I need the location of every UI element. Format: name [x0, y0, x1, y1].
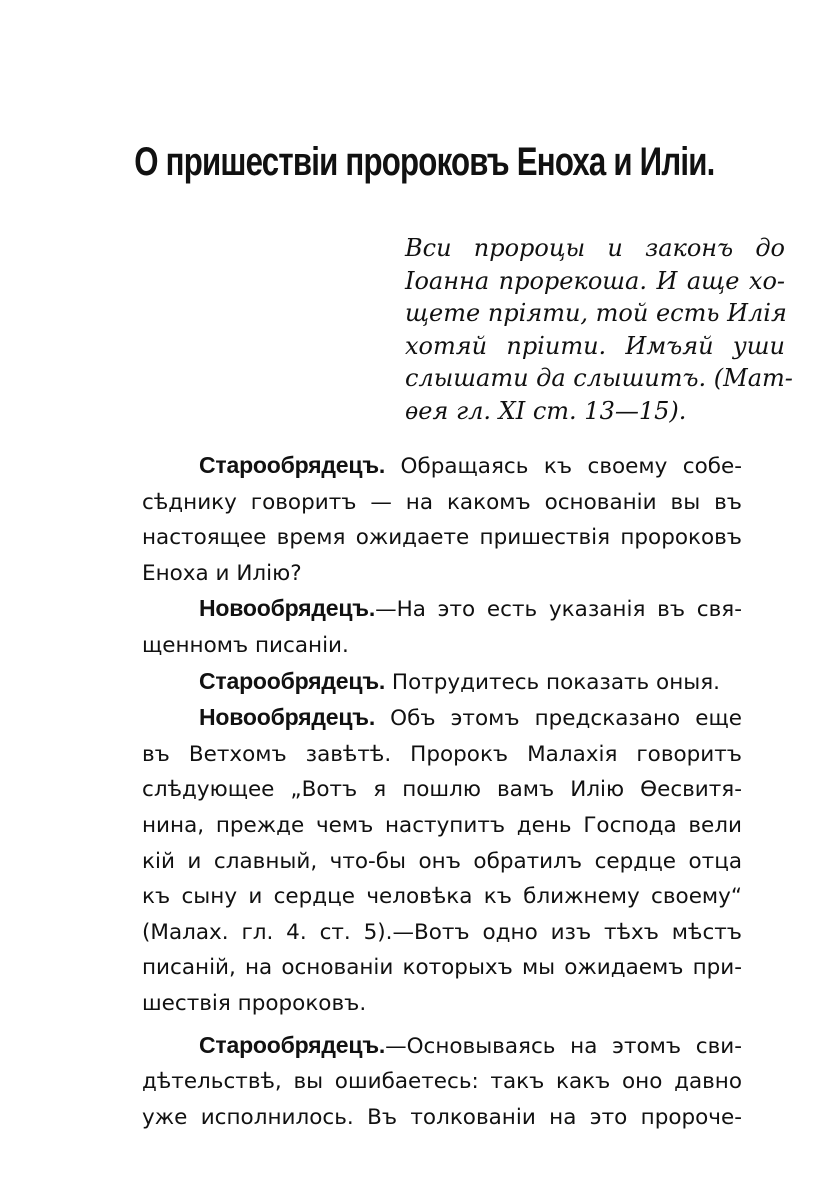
paragraph-line: Новообрядецъ. Объ этомъ предсказано еще: [199, 704, 742, 732]
paragraph-line: уже исполнилось. Въ толкованіи на это пророче-: [142, 1104, 742, 1130]
epigraph-line: Вси пророцы и законъ до: [405, 234, 785, 262]
speaker-label-new-believer: Новообрядецъ.: [199, 595, 376, 622]
paragraph-line: Старообрядецъ. Обращаясь къ своему собе-: [199, 452, 742, 479]
page-title: О пришествіи пророковъ Еноха и Иліи.: [134, 140, 715, 184]
paragraph-line: сѣднику говоритъ — на какомъ основаніи вы въ: [142, 489, 742, 515]
epigraph-quote: [405, 232, 793, 427]
paragraph-line: (Малах. гл. 4. ст. 5).—Вотъ одно изъ тѣхъ мѣстъ: [142, 919, 742, 945]
paragraph-line: Старообрядецъ.—Основываясь на этомъ сви-: [199, 1031, 742, 1059]
speaker-label-new-believer: Новообрядецъ.: [199, 704, 376, 731]
paragraph-line: Еноха и Илію?: [142, 560, 302, 586]
paragraph-line: щенномъ писаніи.: [142, 632, 349, 658]
paragraph-line: настоящее время ожидаете пришествія пророковъ: [142, 525, 742, 551]
paragraph-line: въ Ветхомъ завѣтѣ. Пророкъ Малахія говоритъ: [142, 741, 742, 767]
epigraph-line: слышати да слышитъ. (Мат-: [405, 364, 793, 392]
epigraph-line: хотяй пріити. Имъяй уши: [405, 331, 785, 360]
speaker-label-old-believer: Старообрядецъ.: [199, 1031, 386, 1058]
paragraph-line: шествія пророковъ.: [142, 990, 367, 1016]
speaker-label-old-believer: Старообрядецъ.: [199, 667, 386, 694]
epigraph-line: ѳея гл. XI ст. 13—15).: [405, 396, 687, 425]
epigraph-line: щете пріяти, той есть Илія: [405, 299, 787, 327]
paragraph-line: нина, прежде чемъ наступитъ день Господа вели: [142, 812, 742, 838]
dialogue-text: [142, 448, 742, 1135]
paragraph-line: Новообрядецъ.—На это есть указанія въ свя-: [199, 595, 742, 623]
paragraph-line: слѣдующее „Вотъ я пошлю вамъ Илію Ѳесвитя-: [142, 777, 742, 803]
paragraph-line: къ сыну и сердце человѣка къ ближнему своему“: [142, 884, 742, 910]
paragraph-line: кій и славный, что-бы онъ обратилъ сердце отца: [142, 848, 742, 874]
paragraph-line: дѣтельствѣ, вы ошибаетесь: такъ какъ оно давно: [142, 1069, 742, 1095]
epigraph-line: Іоанна прорекоша. И аще хо-: [405, 266, 785, 295]
paragraph-line: Старообрядецъ. Потрудитесь показать оныя.: [199, 667, 721, 695]
speaker-label-old-believer: Старообрядецъ.: [199, 452, 386, 478]
paragraph-line: писаній, на основаніи которыхъ мы ожидаемъ при-: [142, 955, 742, 981]
